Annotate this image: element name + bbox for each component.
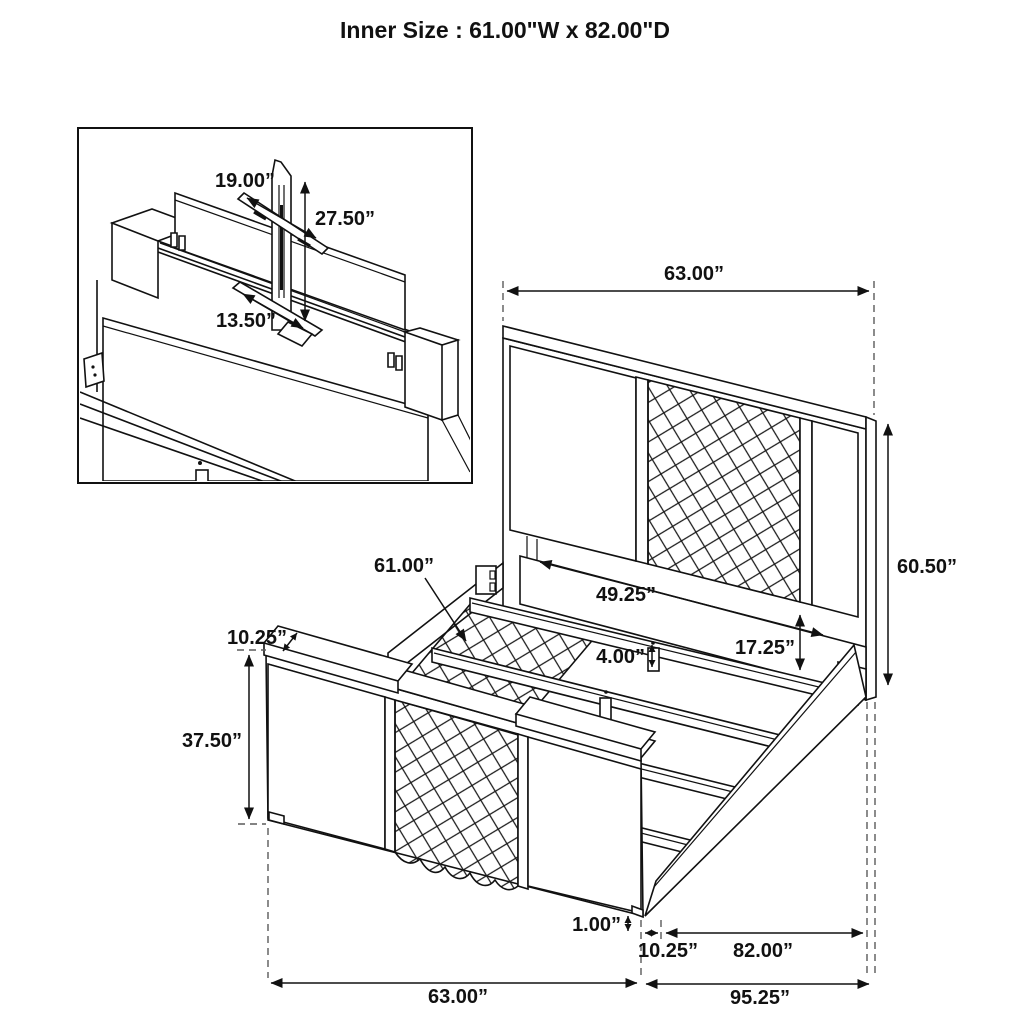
dim-foot-height-label: 1.00” (572, 914, 621, 936)
inset-bracket-pin-dot (91, 365, 94, 368)
headboard-right-panel (812, 421, 858, 617)
screw-dot (604, 690, 608, 694)
inset-left-bracket-plate (84, 353, 104, 387)
headboard-lift-inset (78, 128, 478, 483)
footboard-tufted-panel (395, 700, 518, 890)
headboard-divider-strip (636, 377, 648, 564)
rail-bracket-plate (476, 566, 496, 594)
headboard-tufted-panel (648, 380, 800, 602)
inset-screw-dot (198, 461, 202, 465)
dim-footboard-width (271, 983, 637, 1008)
dim-footboard-height (182, 655, 249, 819)
headboard-side-face (866, 417, 876, 700)
inset-bracket-pin-dot (93, 373, 96, 376)
footboard-left-panel (268, 664, 385, 849)
dim-foot-height (572, 914, 628, 936)
dim-support-height (596, 645, 652, 668)
dim-footboard-height-label: 37.50” (181, 730, 242, 752)
dim-inner-depth-label: 82.00” (732, 940, 794, 962)
support-leg (648, 648, 659, 671)
dim-ledge-depth (227, 627, 297, 651)
dim-headboard-height (888, 424, 957, 685)
page-title: Inner Size : 61.00"W x 82.00"D (340, 17, 670, 43)
right-side-rail-edge (654, 652, 856, 887)
footboard-divider-strip (518, 734, 528, 889)
dim-slat-width-label: 61.00” (373, 555, 435, 577)
headboard-left-panel (510, 346, 636, 561)
dim-foot-inset-depth (638, 933, 698, 962)
screw-dot (651, 641, 655, 645)
dim-foot-inset-depth-label: 10.25” (637, 940, 699, 962)
dim-inset-base-width-label: 13.50” (215, 310, 277, 332)
inset-right-end-cap (405, 328, 458, 420)
dim-overall-depth (646, 984, 869, 1009)
dim-ledge-depth-label: 10.25” (226, 627, 288, 649)
headboard-divider-strip (800, 418, 812, 605)
dim-headboard-width-label: 63.00” (663, 263, 725, 285)
dim-overall-depth-label: 95.25” (729, 987, 791, 1009)
dim-inner-rail-length-label: 49.25” (595, 584, 657, 606)
dim-headboard-width (507, 263, 869, 291)
dim-footboard-width-label: 63.00” (427, 986, 489, 1008)
dim-headboard-height-label: 60.50” (897, 556, 958, 578)
footboard-right-panel (528, 737, 641, 913)
dim-support-height-label: 4.00” (596, 646, 645, 668)
dim-inset-bar-width-label: 19.00” (214, 170, 276, 192)
dim-rail-height-label: 17.25” (734, 637, 795, 659)
dim-inset-lift-height-label: 27.50” (315, 208, 376, 230)
footboard-divider-strip (385, 697, 395, 852)
